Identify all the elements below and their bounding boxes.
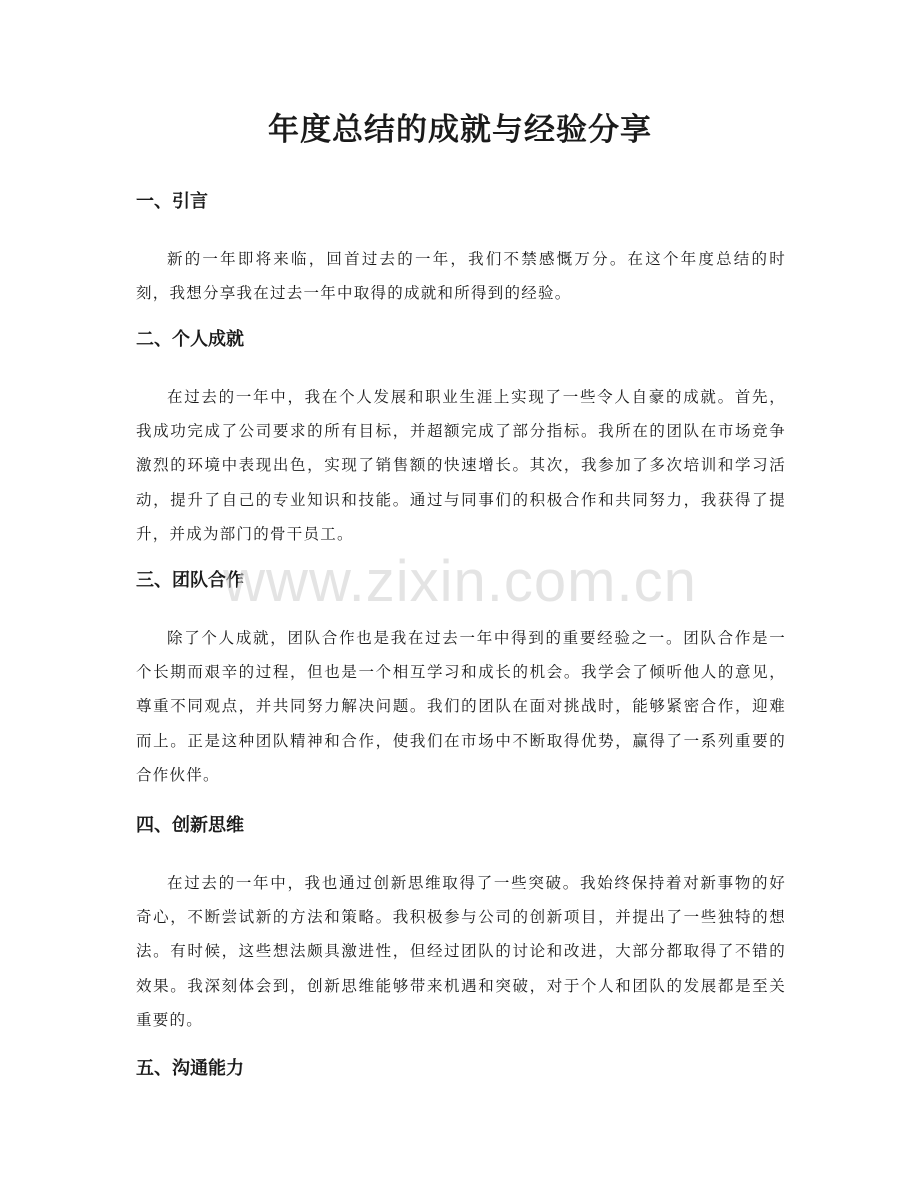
section-communication-skills bbox=[136, 1055, 786, 1083]
section-paragraph: 除了个人成就，团队合作也是我在过去一年中得到的重要经验之一。团队合作是一个长期而艰辛的过程，但也是一个相互学习和成长的机会。我学会了倾听他人的意见，尊重不同观点，并共同努力解决问题。我们的团队在面对挑战时，能够紧密合作，迎难而上。正是这种团队精神和合作，使我们在市场中不断取得优势，赢得了一系列重要的合作伙伴。 bbox=[136, 629, 786, 784]
section-heading: 一、引言 bbox=[136, 191, 208, 212]
document-title: 年度总结的成就与经验分享 bbox=[268, 112, 652, 148]
section-introduction bbox=[136, 188, 786, 310]
section-heading: 三、团队合作 bbox=[136, 570, 244, 591]
watermark: www.zixin.com.cn bbox=[223, 549, 697, 614]
section-teamwork bbox=[136, 567, 786, 792]
section-personal-achievements bbox=[136, 326, 786, 551]
section-paragraph: 在过去的一年中，我在个人发展和职业生涯上实现了一些令人自豪的成就。首先，我成功完成了公司要求的所有目标，并超额完成了部分指标。我所在的团队在市场竞争激烈的环境中表现出色，实现了销售额的快速增长。其次，我参加了多次培训和学习活动，提升了自己的专业知识和技能。通过与同事们的积极合作和共同努力，我获得了提升，并成为部门的骨干员工。 bbox=[136, 388, 786, 543]
section-paragraph: 新的一年即将来临，回首过去的一年，我们不禁感慨万分。在这个年度总结的时刻，我想分享我在过去一年中取得的成就和所得到的经验。 bbox=[136, 250, 786, 303]
section-innovative-thinking bbox=[136, 812, 786, 1037]
section-heading: 五、沟通能力 bbox=[136, 1058, 244, 1079]
section-paragraph: 在过去的一年中，我也通过创新思维取得了一些突破。我始终保持着对新事物的好奇心，不断尝试新的方法和策略。我积极参与公司的创新项目，并提出了一些独特的想法。有时候，这些想法颇具激进性，但经过团队的讨论和改进，大部分都取得了不错的效果。我深刻体会到，创新思维能够带来机遇和突破，对于个人和团队的发展都是至关重要的。 bbox=[136, 874, 786, 1029]
section-heading: 二、个人成就 bbox=[136, 329, 244, 350]
section-heading: 四、创新思维 bbox=[136, 815, 244, 836]
